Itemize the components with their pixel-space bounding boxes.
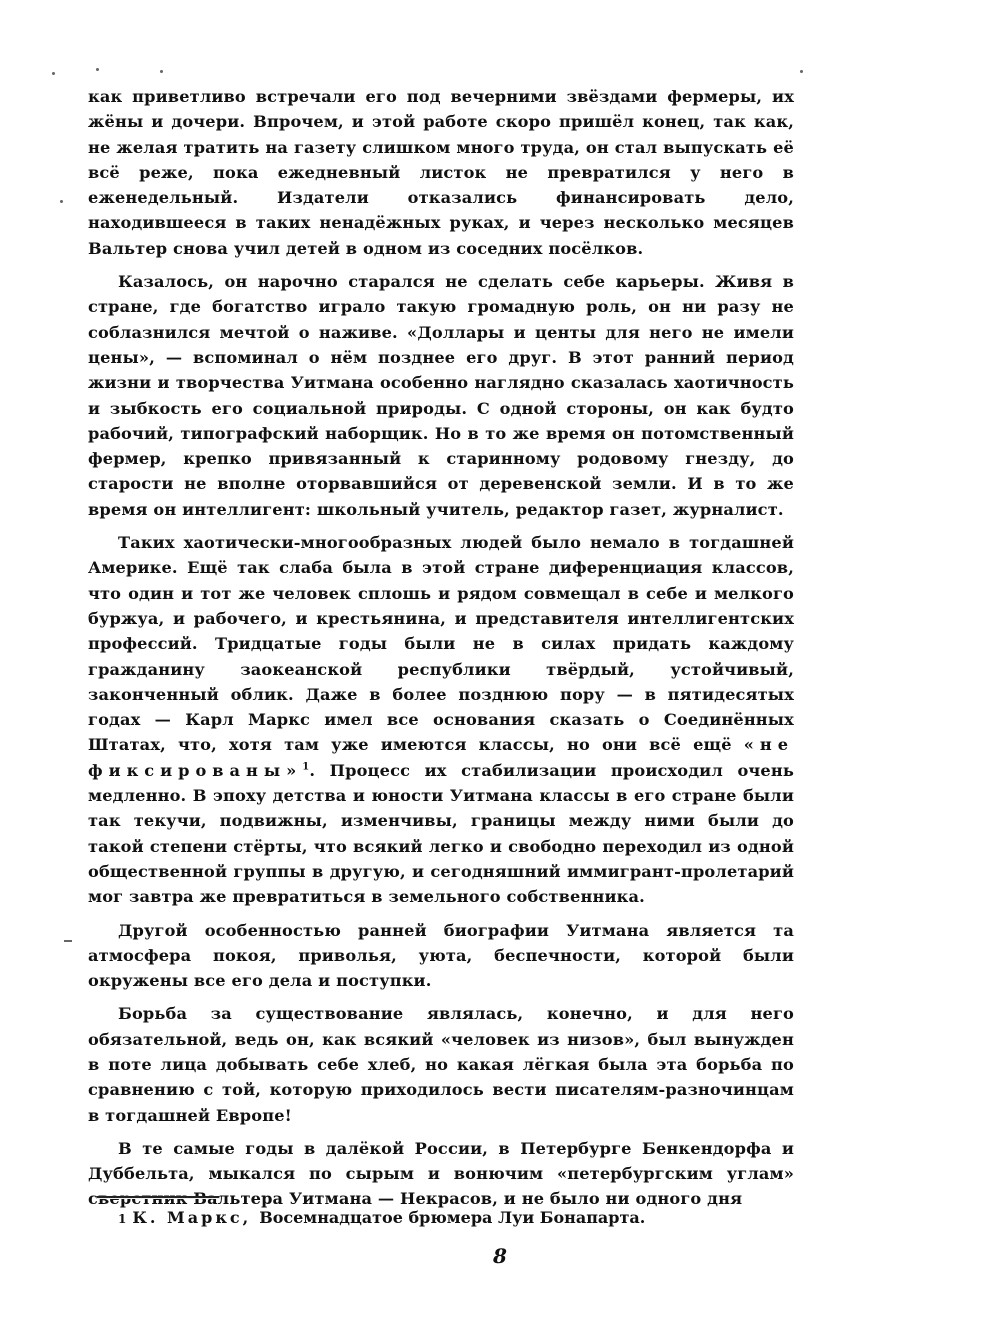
scan-speck (96, 68, 99, 71)
footnote-divider (96, 1196, 220, 1199)
scan-speck (160, 70, 163, 73)
paragraph-3: Таких хаотически-многообразных людей было немало в тогдашней Америке. Ещё так слаба была в этой стране диференциация классов, что один и тот же человек сплошь и рядом совмещал в себе и мелкого буржуа, и рабочего, и крестьянина, и представителя интеллигентских профессий. Тридцатые годы были не в силах придать каждому гражданину заокеанской республики твёрдый, устойчивый, законченный облик. Даже в более позднюю пору — в пятидесятых годах — Карл Маркс имел все основания сказать о Соединённых Штатах, что, хотя там уже имеются классы, но они всё ещё «не фиксированы»$^1$. Процесс их стабилизации происходил очень медленно. В эпоху детства и юности Уитмана классы в его стране были так текучи, подвижны, изменчивы, границы между ними были до такой степени стёрты, что всякий легко и свободно переходил из одной общественной группы в другую, и сегодняшний иммигрант-пролетарий мог завтра же превратиться в земельного собственника. (88, 533, 794, 907)
scan-speck (64, 940, 72, 942)
paragraph-6: В те самые годы в далёкой России, в Петербурге Бенкендорфа и Дуббельта, мыкался по сырым и вонючим «петербургским углам» сверстник Вальтера Уитмана — Некрасов, и не было ни одного дня (88, 1138, 794, 1209)
scan-speck (52, 72, 55, 75)
footnote-author: К. Маркс, (132, 1208, 252, 1227)
footnote-number: 1 (118, 1212, 127, 1226)
paragraph-2: Казалось, он нарочно старался не сделать себе карьеры. Живя в стране, где богатство играло такую громадную роль, он ни разу не соблазнился мечтой о наживе. «Доллары и центы для него не имели цены», — вспоминал о нём позднее его друг. В этот ранний период жизни и творчества Уитмана особенно наглядно сказалась хаотичность и зыбкость его социальной природы. С одной стороны, он как будто рабочий, типографский наборщик. Но в то же время он потомственный фермер, крепко привязанный к старинному родовому гнезду, до старости не вполне оторвавшийся от деревенской земли. И в то же время он интеллигент: школьный учитель, редактор газет, журналист. (88, 272, 794, 519)
footnote (118, 1207, 818, 1230)
scan-speck (800, 70, 803, 73)
paragraph-4: Другой особенностью ранней биографии Уитмана является та атмосфера покоя, приволья, уюта, беспечности, которой были окружены все его дела и поступки. (88, 920, 794, 991)
paragraph-3-continuation: Процесс их стабилизации происходил очень медленно. В эпоху детства и юности Уитмана классы в его стране были так текучи, подвижны, изменчивы, границы между ними были до такой степени стёрты, что всякий легко и свободно переходил из одной общественной группы в другую, и сегодняшний иммигрант-пролетарий мог завтра же превратиться в земельного собственника. (88, 760, 794, 907)
page-body (88, 84, 794, 1284)
quote-not-fixed: «не фиксированы» (88, 735, 794, 780)
scan-speck (60, 200, 63, 203)
footnote-title: Восемнадцатое брюмера Луи Бонапарта. (259, 1208, 646, 1227)
page-number: 8 (493, 1244, 507, 1268)
footnote-reference[interactable]: 1 (302, 761, 310, 773)
paragraph-5: Борьба за существование являлась, конечно, и для него обязательной, ведь он, как всякий «человек из низов», был вынужден в поте лица добывать себе хлеб, но какая лёгкая была эта борьба по сравнению с той, которую приходилось вести писателям-разночинцам в тогдашней Европе! (88, 1004, 794, 1125)
paragraph-3-text: Таких хаотически-многообразных людей было немало в тогдашней Америке. Ещё так слаба была в этой стране диференциация классов, что один и тот же человек сплошь и рядом совмещал в себе и мелкого буржуа, и рабочего, и крестьянина, и представителя интеллигентских профессий. Тридцатые годы были не в силах придать каждому гражданину заокеанской республики твёрдый, устойчивый, законченный облик. Даже в более позднюю пору — в пятидесятых годах — Карл Маркс имел все основания сказать о Соединённых Штатах, что, хотя там уже имеются классы, но они всё ещё (88, 533, 794, 755)
paragraph-1: как приветливо встречали его под вечерними звёздами фермеры, их жёны и дочери. Впрочем, и этой работе скоро пришёл конец, так как, не желая тратить на газету слишком много труда, он стал выпускать её всё реже, пока ежедневный листок не превратился у него в еженедельный. Издатели отказались финансировать дело, находившееся в таких ненадёжных руках, и через несколько месяцев Вальтер снова учил детей в одном из соседних посёлков. (88, 87, 794, 258)
